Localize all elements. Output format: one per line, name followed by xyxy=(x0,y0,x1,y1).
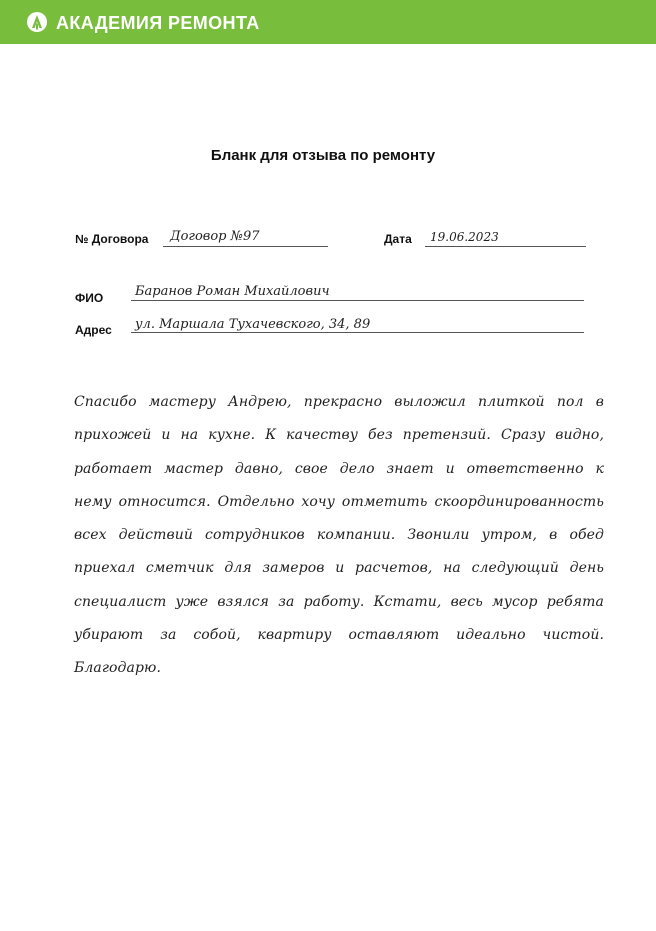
review-text: Спасибо мастеру Андрею, прекрасно выложил плиткой пол в прихожей и на кухне. К качеству без претензий. Сразу видно, работает мастер давно, свое дело знает и ответственно к нему относится. Отдельно хочу отметить скоординированность всех действий сотрудников компании. Звонили утром, в обед приехал сметчик для замеров и расчетов, на следующий день специалист уже взялся за работу. Кстати, весь мусор ребята убирают за собой, квартиру оставляют идеально чистой. Благодарю. xyxy=(74,394,604,677)
address-underline xyxy=(131,332,584,333)
brand-header xyxy=(0,0,656,44)
name-underline xyxy=(131,300,584,301)
academy-logo-icon xyxy=(26,11,48,33)
address-value: ул. Маршала Тухачевского, 34, 89 xyxy=(135,317,371,332)
name-label: ФИО xyxy=(75,291,104,305)
contract-label: № Договора xyxy=(75,232,149,246)
brand-name: АКАДЕМИЯ РЕМОНТА xyxy=(56,13,260,33)
date-label: Дата xyxy=(384,232,412,246)
form-title: Бланк для отзыва по ремонту xyxy=(210,147,436,164)
address-label: Адрес xyxy=(75,323,112,337)
contract-underline xyxy=(163,246,328,247)
date-underline xyxy=(425,246,586,247)
date-value: 19.06.2023 xyxy=(430,230,499,244)
name-value: Баранов Роман Михайлович xyxy=(135,284,330,299)
contract-value: Договор №97 xyxy=(170,229,260,244)
